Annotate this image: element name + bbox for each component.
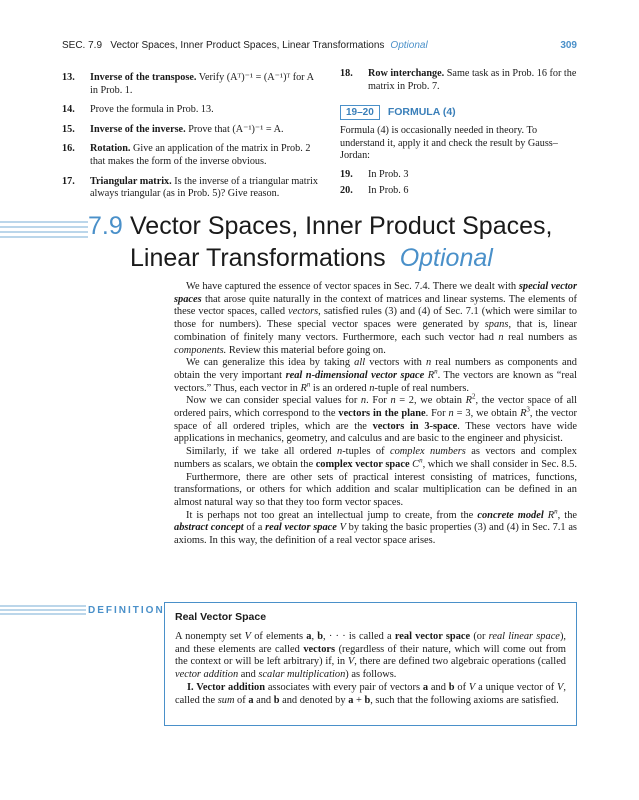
problem-item [62,72,318,97]
problem-item [340,185,577,198]
body-paragraph: We can generalize this idea by taking all vectors with n real numbers as components and obtain the very important real n-dimensional vector space $R^n$. The vectors are known as “real vectors.” Thus, each vector in $R^n$ is an ordered n-tuple of real numbers. [174,357,577,394]
definition-box [164,602,577,726]
problems-right-column [340,68,577,204]
definition-paragraph: A nonempty set V of elements a, b, · · · is called a real vector space (or real linear space), and these elements are called vectors (regardless of their nature, which will come out from the context or will be left arbitrary) if, in V, there are defined two algebraic operations (called vector addition and scalar multiplication) as follows. [175,631,567,681]
body-paragraph: It is perhaps not too great an intellectual jump to create, from the concrete model $R^n$, the abstract concept of a real vector space V by taking the basic properties (3) and (4) in Sec. 7.1 as axioms. In this way, the definition of a real vector space arises. [174,507,578,547]
problem-set-header [340,105,577,120]
definition-title: Real Vector Space [175,611,267,623]
problem-text: In Prob. 6 [368,184,409,196]
definition-body [175,631,566,707]
section-optional-label: Optional [399,244,493,272]
problem-title: Inverse of the inverse. [90,123,186,135]
problem-item [62,124,318,137]
body-paragraph: Furthermore, there are other sets of practical interest consisting of matrices, functions, transformations, or others for which addition and scalar multiplication can be defined in an almost natural way so that they too form vector spaces. [174,471,577,508]
problem-number: 19. [340,168,353,180]
problem-item [62,176,318,201]
problem-text: Same task as in Prob. 16 for the matrix in Prob. 7. [368,68,577,92]
problem-number: 17. [62,175,75,187]
section-title-line2 [130,244,493,273]
problem-title: Inverse of the transpose. [90,72,197,83]
problem-number: 13. [62,72,75,83]
problem-text: In Prob. 3 [368,168,409,180]
problem-title: Rotation. [90,143,131,155]
problem-number: 15. [62,123,75,135]
body-paragraph: We have captured the essence of vector spaces in Sec. 7.4. There we dealt with special vector spaces that arose quite naturally in the context of matrices and linear systems. The elements of these vector spaces, called vectors, satisfied rules (3) and (4) of Sec. 7.1 (which were similar to those for numbers). These special vector spaces were generated by spans, that is, linear combination of finitely many vectors. Furthermore, each such vector had n real numbers as components. Review this material before going on. [174,281,578,356]
problem-number: 14. [62,104,75,116]
page-number: 309 [560,40,577,51]
running-head [62,40,577,56]
problem-text: Prove the formula in Prob. 13. [90,104,214,116]
problem-set-range: 19–20 [340,105,380,120]
section-heading-rule-icon [0,218,90,244]
problems-left-column [62,72,318,208]
problem-number: 16. [62,143,75,155]
section-title-line1: Vector Spaces, Inner Product Spaces, [130,212,553,240]
problem-item [62,104,318,117]
problem-item [340,169,577,182]
section-body [174,281,577,548]
problem-number: 20. [340,184,353,196]
problem-number: 18. [340,68,353,79]
problem-set-text: Formula (4) is occasionally needed in theory. To understand it, apply it and check the result by Gauss–Jordan: [340,125,558,162]
problem-item [340,68,577,93]
running-head-title: Vector Spaces, Inner Product Spaces, Linear Transformations [110,40,385,51]
problem-text: Prove that (A⁻¹)⁻¹ = A. [188,123,284,135]
definition-label: DEFINITION [88,605,165,616]
problem-title: Row interchange. [368,68,445,79]
problem-item [62,143,318,168]
running-head-left [62,40,428,51]
problem-set-title: FORMULA (4) [387,106,456,119]
problem-title: Triangular matrix. [90,175,172,187]
section-number: 7.9 [88,212,123,240]
problem-text: Verify (Aᵀ)⁻¹ = (A⁻¹)ᵀ for A in Prob. 1. [90,72,314,96]
running-head-section: SEC. 7.9 [62,40,103,51]
section-title-text: Linear Transformations [130,244,386,272]
running-head-optional: Optional [390,40,428,51]
body-paragraph: Similarly, if we take all ordered n-tuples of complex numbers as vectors and complex numbers as scalars, we obtain the complex vector space $C^n$, which we shall consider in Sec. 8.5. [174,446,577,470]
problem-text: Give an application of the matrix in Prob. 2 that makes the form of the inverse obvious. [90,143,311,167]
problem-text: Is the inverse of a triangular matrix always triangular (as in Prob. 5)? Give reason. [90,175,318,200]
definition-rule-icon [0,603,90,619]
definition-paragraph: I. Vector addition associates with every pair of vectors a and b of V a unique vector of V, called the sum of a and b and denoted by a + b, such that the following axioms are satisfied. [175,681,566,706]
body-paragraph: Now we can consider special values for n. For n = 2, we obtain $R^2$, the vector space of all ordered pairs, which correspond to the vectors in the plane. For n = 3, we obtain $R^3$, the vector space of all ordered triples, which are the vectors in 3-space. These vectors have wide applications in mechanics, geometry, and calculus and are basic to the engineer and physicist. [174,392,578,445]
